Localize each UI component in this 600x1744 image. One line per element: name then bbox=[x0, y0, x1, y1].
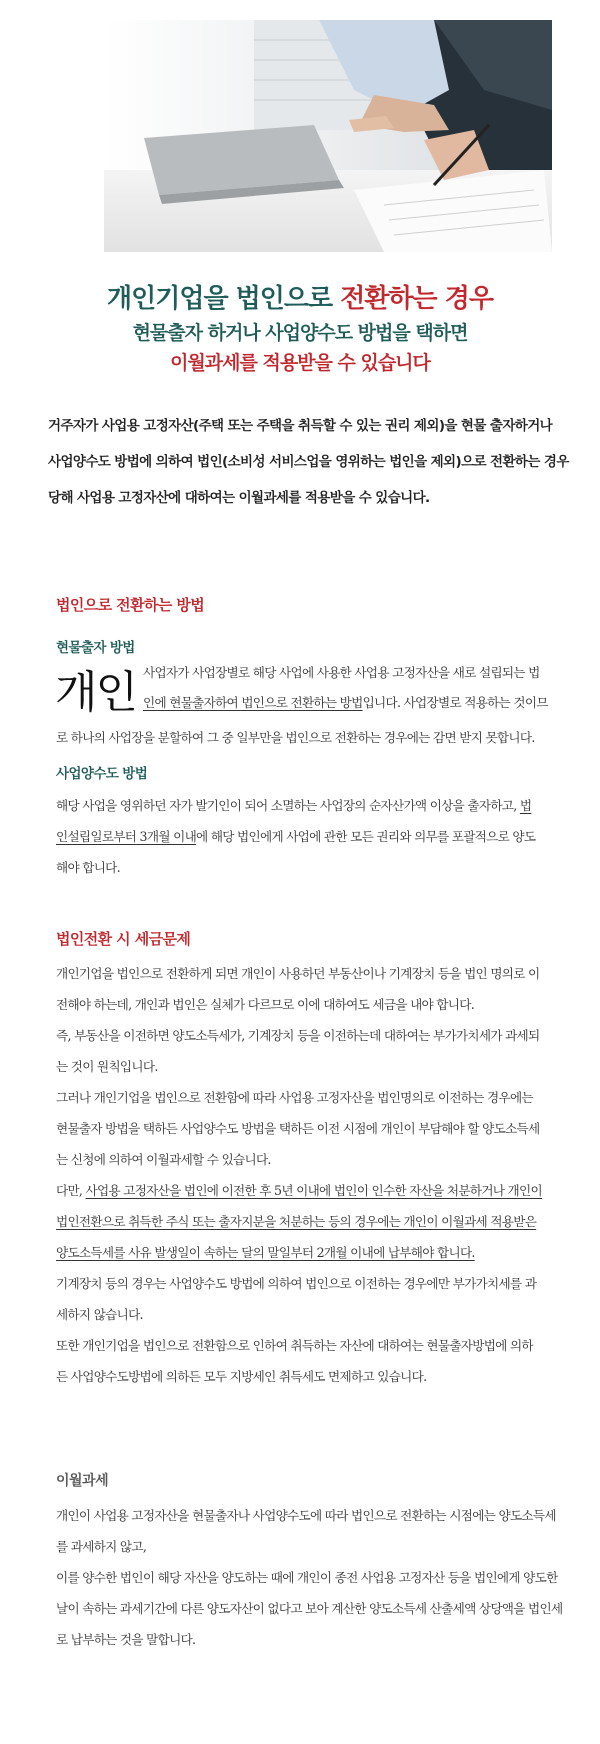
intro-paragraph bbox=[48, 408, 568, 516]
paragraph-line bbox=[143, 692, 548, 711]
sub-headline-2: 이월과세를 적용받을 수 있습니다 bbox=[170, 352, 430, 374]
paragraph-line: 는 것이 원칙입니다. bbox=[56, 1059, 158, 1074]
paragraph-line: 를 과세하지 않고, bbox=[56, 1539, 147, 1554]
paragraph-line: 세하지 않습니다. bbox=[56, 1307, 143, 1322]
sub-headline-1-part-b: 을 택하면 bbox=[392, 322, 468, 344]
intro-line: 당해 사업용 고정자산에 대하여는 이월과세를 적용받을 수 있습니다. bbox=[48, 490, 430, 506]
paragraph-line: 또한 개인기업을 법인으로 전환함으로 인하여 취득하는 자산에 대하여는 현물출자방법에 의하 bbox=[56, 1338, 533, 1353]
paragraph-line bbox=[56, 1237, 560, 1268]
paragraph-line bbox=[56, 821, 560, 852]
section-title-tax-issues: 법인전환 시 세금문제 bbox=[56, 930, 191, 948]
hero-photo bbox=[104, 20, 552, 252]
underlined-text: 사업용 고정자산을 법인에 이전한 후 5년 이내에 법인이 인수한 자산을 처분하거나 개인이 bbox=[85, 1183, 542, 1198]
underlined-text: 인설립일로부터 3개월 이내 bbox=[56, 829, 197, 844]
paragraph-line: 는 신청에 의하여 이월과세할 수 있습니다. bbox=[56, 1152, 271, 1167]
paragraph-line: 이를 양수한 법인이 해당 자산을 양도하는 때에 개인이 종전 사업용 고정자산 등을 법인에게 양도한 bbox=[56, 1570, 558, 1585]
headline-part-b: 전환하는 경우 bbox=[340, 284, 493, 314]
headline-part-a: 개인기업을 법인으로 bbox=[107, 284, 341, 314]
paragraph-line: 개인이 사업용 고정자산을 현물출자나 사업양수도에 따라 법인으로 전환하는 시점에는 양도소득세 bbox=[56, 1508, 556, 1523]
underlined-text: 법 bbox=[519, 798, 532, 813]
paragraph-line: 로 하나의 사업장을 분할하여 그 중 일부만을 법인으로 전환하는 경우에는 감면 받지 못합니다. bbox=[56, 730, 535, 745]
intro-line: 사업양수도 방법에 의하여 법인(소비성 서비스업을 영위하는 법인을 제외)으로 전환하는 경우 bbox=[48, 454, 569, 470]
section-title-conversion-method: 법인으로 전환하는 방법 bbox=[56, 596, 205, 614]
paragraph-line bbox=[56, 1175, 560, 1206]
underlined-text: 인에 현물출자하여 법인으로 전환하는 방법 bbox=[143, 695, 363, 710]
tax-issues-paragraph bbox=[56, 958, 560, 1392]
intro-line: 거주자가 사업용 고정자산(주택 또는 주택을 취득할 수 있는 권리 제외)을 현물 출자하거나 bbox=[48, 418, 553, 434]
paragraph-line: 현물출자 방법을 택하든 사업양수도 방법을 택하든 이전 시점에 개인이 부담해야 할 양도소득세 bbox=[56, 1121, 540, 1136]
paragraph-line: 든 사업양수도방법에 의하든 모두 지방세인 취득세도 면제하고 있습니다. bbox=[56, 1369, 427, 1384]
business-transfer-paragraph bbox=[56, 790, 560, 883]
paragraph-line: 전해야 하는데, 개인과 법인은 실체가 다르므로 이에 대하여도 세금을 내야 합니다. bbox=[56, 997, 475, 1012]
underlined-text: 법인전환으로 취득한 주식 또는 출자지분을 처분하는 등의 경우에는 개인이 이월과세 적용받은 bbox=[56, 1214, 537, 1229]
paragraph-text: 에 해당 법인에게 사업에 관한 모든 권리와 의무를 포괄적으로 양도 bbox=[196, 829, 536, 844]
paragraph-line: 날이 속하는 과세기간에 다른 양도자산이 없다고 보아 계산한 양도소득세 산출세액 상당액을 법인세 bbox=[56, 1601, 563, 1616]
paragraph-line: 기계장치 등의 경우는 사업양수도 방법에 의하여 법인으로 이전하는 경우에만 부가가치세를 과 bbox=[56, 1276, 537, 1291]
paragraph-line: 그러나 개인기업을 법인으로 전환함에 따라 사업용 고정자산을 법인명의로 이전하는 경우에는 bbox=[56, 1090, 533, 1105]
sub-headline-1 bbox=[0, 318, 600, 345]
underlined-text: 양도소득세를 사유 발생일이 속하는 달의 말일부터 2개월 이내에 납부해야 합니다. bbox=[56, 1245, 475, 1260]
paragraph-text: 입니다. 사업장별로 적용하는 것이므 bbox=[362, 695, 548, 710]
sub-headline-1-part-a: 현물출자 하거나 사업양수도 방법 bbox=[132, 322, 393, 344]
paragraph-line: 로 납부하는 것을 말합니다. bbox=[56, 1632, 196, 1647]
paragraph-line bbox=[56, 1206, 560, 1237]
carryover-paragraph bbox=[56, 1500, 563, 1655]
section-title-carryover: 이월과세 bbox=[56, 1473, 109, 1489]
subsection-title-business-transfer: 사업양수도 방법 bbox=[56, 766, 148, 782]
paragraph-line bbox=[56, 790, 560, 821]
paragraph-line: 즉, 부동산을 이전하면 양도소득세가, 기계장치 등을 이전하는데 대하여는 부가가치세가 과세되 bbox=[56, 1028, 540, 1043]
drop-cap: 개인 bbox=[55, 667, 137, 718]
subsection-title-in-kind: 현물출자 방법 bbox=[56, 640, 135, 656]
paragraph-line: 해야 합니다. bbox=[56, 860, 120, 875]
paragraph-line: 사업자가 사업장별로 해당 사업에 사용한 사업용 고정자산을 새로 설립되는 법 bbox=[143, 665, 540, 680]
paragraph-text: 다만, bbox=[56, 1183, 86, 1198]
main-headline bbox=[0, 278, 600, 315]
paragraph-line: 개인기업을 법인으로 전환하게 되면 개인이 사용하던 부동산이나 기계장치 등을 법인 명의로 이 bbox=[56, 966, 540, 981]
paragraph-text: 해당 사업을 영위하던 자가 발기인이 되어 소멸하는 사업장의 순자산가액 이상을 출자하고, bbox=[56, 798, 520, 813]
